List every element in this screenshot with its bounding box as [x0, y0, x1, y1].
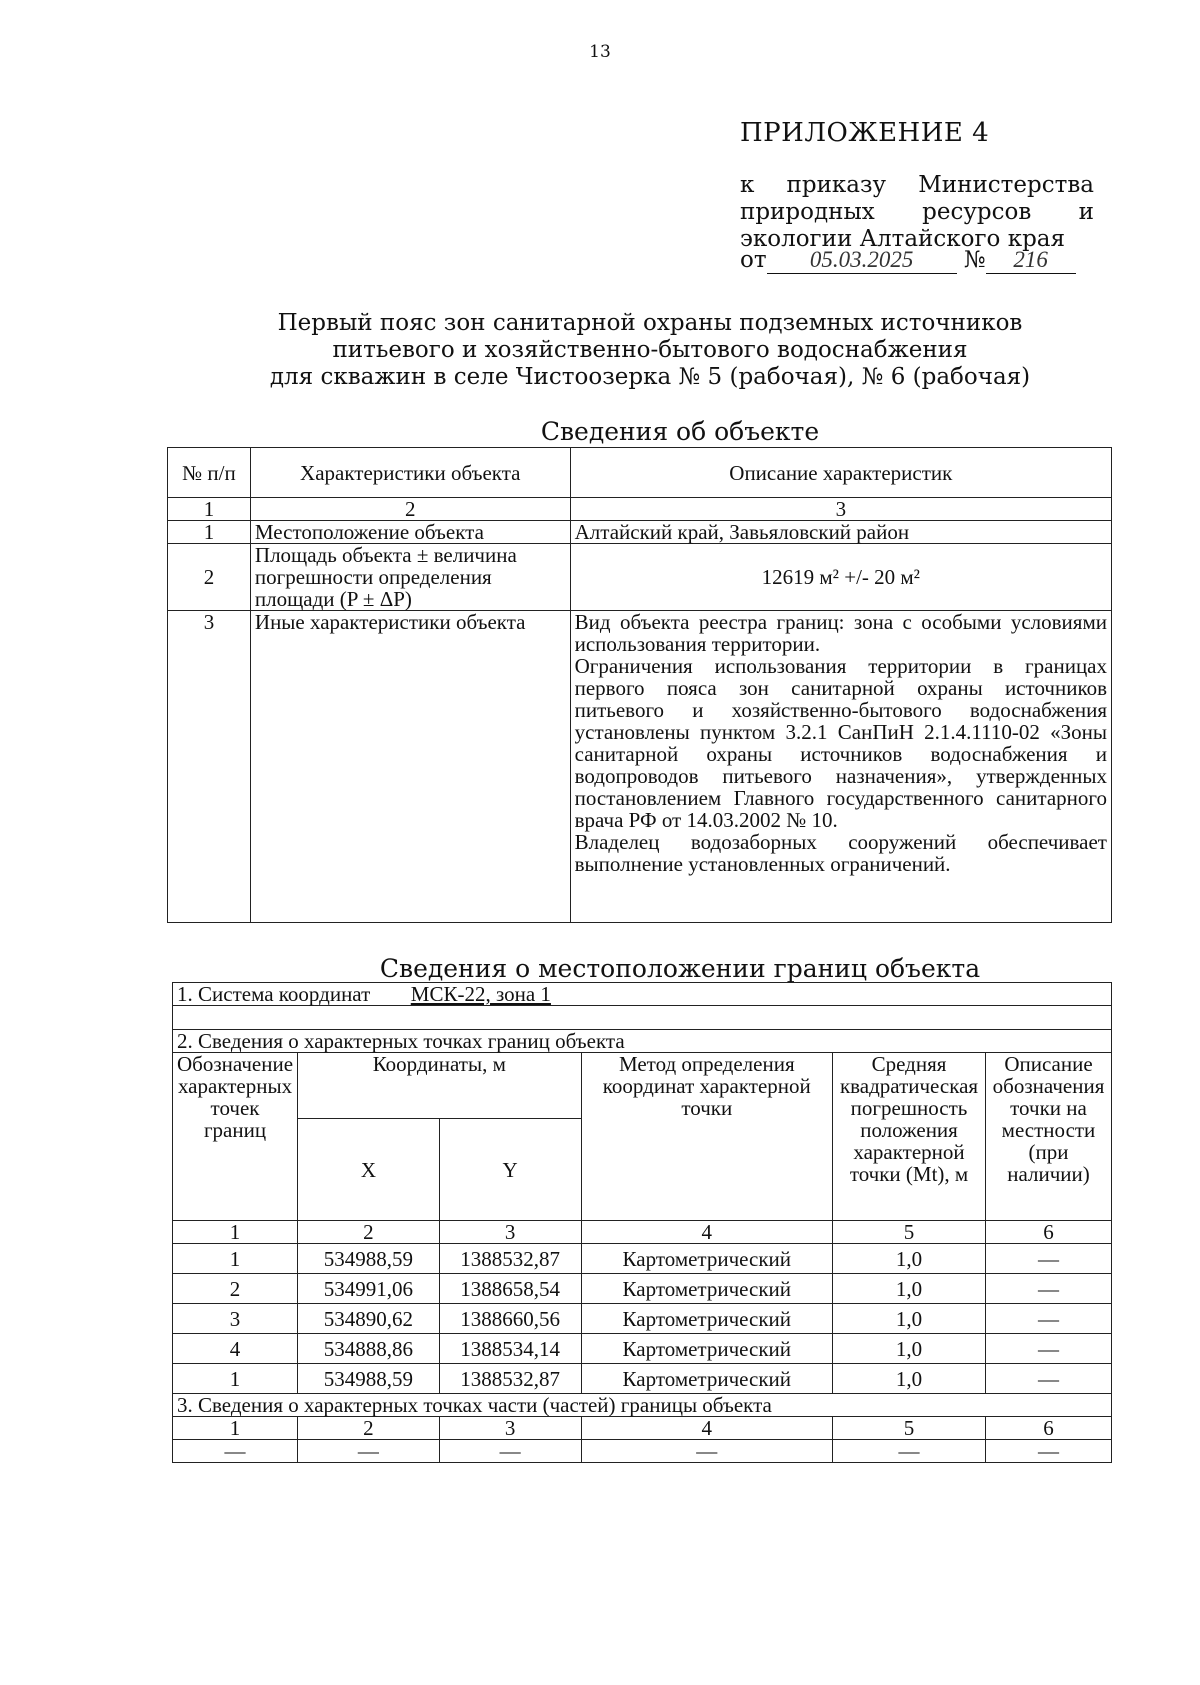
- column-number-row: [168, 498, 1112, 521]
- point-y: 1388660,56: [439, 1304, 581, 1334]
- points-heading: 2. Сведения о характерных точках границ объекта: [173, 1030, 1112, 1053]
- row-number: 1: [168, 521, 251, 544]
- column-number-row: [173, 1221, 1112, 1244]
- column-number-row: [173, 1417, 1112, 1440]
- point-mt: 1,0: [833, 1244, 986, 1274]
- object-info-heading: Сведения об объекте: [540, 417, 820, 446]
- table-row: [173, 1334, 1112, 1364]
- parts-cell: —: [439, 1440, 581, 1463]
- point-y: 1388532,87: [439, 1244, 581, 1274]
- column-number: 4: [581, 1221, 833, 1244]
- date-prefix: от: [740, 247, 767, 273]
- header-cell-characteristics: Характеристики объекта: [250, 448, 570, 498]
- table-row: [168, 544, 1112, 611]
- handwritten-date: 05.03.2025: [767, 247, 957, 274]
- title-line: питьевого и хозяйственно-бытового водоснабжения: [332, 337, 968, 363]
- point-method: Картометрический: [581, 1304, 833, 1334]
- order-date-number-line: [740, 247, 1076, 274]
- description-paragraph: Вид объекта реестра границ: зона с особыми условиями использования территории.: [574, 610, 1107, 656]
- table-row: [168, 611, 1112, 923]
- table-header-row: [173, 1053, 1112, 1119]
- characteristic-description: [570, 611, 1111, 923]
- point-id: 4: [173, 1334, 298, 1364]
- points-heading-row: [173, 1030, 1112, 1053]
- point-method: Картометрический: [581, 1364, 833, 1394]
- table-header-row: [168, 448, 1112, 498]
- point-description: —: [986, 1244, 1112, 1274]
- point-y: 1388534,14: [439, 1334, 581, 1364]
- point-x: 534991,06: [298, 1274, 440, 1304]
- parts-heading-row: [173, 1394, 1112, 1417]
- characteristic-description: 12619 м² +/- 20 м²: [570, 544, 1111, 611]
- row-number: 3: [168, 611, 251, 923]
- column-number: 1: [173, 1417, 298, 1440]
- coordinate-system-label: 1. Система координат: [177, 982, 371, 1006]
- characteristic-name: Площадь объекта ± величина погрешности определения площади (P ± ΔP): [250, 544, 570, 611]
- row-number: 2: [168, 544, 251, 611]
- table-row: [173, 1304, 1112, 1334]
- column-number: 5: [833, 1221, 986, 1244]
- parts-cell: —: [173, 1440, 298, 1463]
- object-info-table: [167, 447, 1112, 923]
- header-coordinates: Координаты, м: [298, 1053, 581, 1119]
- point-id: 1: [173, 1364, 298, 1394]
- description-paragraph: Владелец водозаборных сооружений обеспечивает выполнение установленных ограничений.: [574, 830, 1107, 876]
- parts-cell: —: [986, 1440, 1112, 1463]
- point-mt: 1,0: [833, 1334, 986, 1364]
- title-line: Первый пояс зон санитарной охраны подземных источников: [277, 310, 1023, 336]
- point-x: 534988,59: [298, 1244, 440, 1274]
- table-row: [173, 1364, 1112, 1394]
- header-description: Описание обозначения точки на местности (при наличии): [986, 1053, 1112, 1221]
- column-number: 2: [298, 1417, 440, 1440]
- point-y: 1388532,87: [439, 1364, 581, 1394]
- characteristic-description: Алтайский край, Завьяловский район: [570, 521, 1111, 544]
- coordinate-system-row: [173, 983, 1112, 1006]
- page-number: 13: [589, 42, 611, 62]
- column-number: 2: [250, 498, 570, 521]
- point-id: 1: [173, 1244, 298, 1274]
- boundary-location-heading: Сведения о местоположении границ объекта: [379, 954, 981, 983]
- header-x: X: [298, 1119, 440, 1221]
- point-description: —: [986, 1304, 1112, 1334]
- document-title: [150, 310, 1150, 391]
- point-method: Картометрический: [581, 1244, 833, 1274]
- column-number: 3: [439, 1417, 581, 1440]
- table-row: [173, 1244, 1112, 1274]
- point-id: 2: [173, 1274, 298, 1304]
- description-paragraph: Ограничения использования территории в границах первого пояса зон санитарной охраны источников питьевого и хозяйственно-бытового водоснабжения установлены пунктом 3.2.1 СанПиН 2.1.4.1110-02 «Зоны санитарной охраны источников водоснабжения и водопроводов питьевого назначения», утвержденных постановлением Главного государственного санитарного врача РФ от 14.03.2002 № 10.: [574, 654, 1107, 832]
- empty-row: [173, 1006, 1112, 1030]
- header-cell-number: № п/п: [168, 448, 251, 498]
- parts-cell: —: [581, 1440, 833, 1463]
- header-error: Средняя квадратическая погрешность положения характерной точки (Mt), м: [833, 1053, 986, 1221]
- point-description: —: [986, 1274, 1112, 1304]
- column-number: 2: [298, 1221, 440, 1244]
- handwritten-number: 216: [986, 247, 1076, 274]
- parts-heading: 3. Сведения о характерных точках части (частей) границы объекта: [173, 1394, 1112, 1417]
- table-row: [173, 1274, 1112, 1304]
- column-number: 6: [986, 1417, 1112, 1440]
- column-number: 5: [833, 1417, 986, 1440]
- parts-cell: —: [298, 1440, 440, 1463]
- column-number: 3: [570, 498, 1111, 521]
- header-y: Y: [439, 1119, 581, 1221]
- parts-row: [173, 1440, 1112, 1463]
- appendix-title: ПРИЛОЖЕНИЕ 4: [740, 118, 990, 148]
- column-number: 1: [173, 1221, 298, 1244]
- title-line: для скважин в селе Чистоозерка № 5 (рабочая), № 6 (рабочая): [269, 364, 1031, 390]
- point-mt: 1,0: [833, 1274, 986, 1304]
- header-cell-description: Описание характеристик: [570, 448, 1111, 498]
- point-x: 534890,62: [298, 1304, 440, 1334]
- point-x: 534888,86: [298, 1334, 440, 1364]
- table-row: [168, 521, 1112, 544]
- boundary-points-table: [172, 982, 1112, 1463]
- number-prefix: №: [963, 247, 986, 273]
- header-method: Метод определения координат характерной точки: [581, 1053, 833, 1221]
- appendix-reference: к приказу Министерства природных ресурсов и экологии Алтайского края: [740, 172, 1094, 252]
- point-method: Картометрический: [581, 1334, 833, 1364]
- parts-cell: —: [833, 1440, 986, 1463]
- point-description: —: [986, 1334, 1112, 1364]
- point-x: 534988,59: [298, 1364, 440, 1394]
- point-y: 1388658,54: [439, 1274, 581, 1304]
- coordinate-system-value: МСК-22, зона 1: [410, 982, 551, 1006]
- point-mt: 1,0: [833, 1304, 986, 1334]
- characteristic-name: Местоположение объекта: [250, 521, 570, 544]
- characteristic-name: Иные характеристики объекта: [250, 611, 570, 923]
- point-description: —: [986, 1364, 1112, 1394]
- point-method: Картометрический: [581, 1274, 833, 1304]
- column-number: 6: [986, 1221, 1112, 1244]
- point-mt: 1,0: [833, 1364, 986, 1394]
- column-number: 3: [439, 1221, 581, 1244]
- point-id: 3: [173, 1304, 298, 1334]
- column-number: 1: [168, 498, 251, 521]
- header-designation: Обозначение характерных точек границ: [173, 1053, 298, 1221]
- column-number: 4: [581, 1417, 833, 1440]
